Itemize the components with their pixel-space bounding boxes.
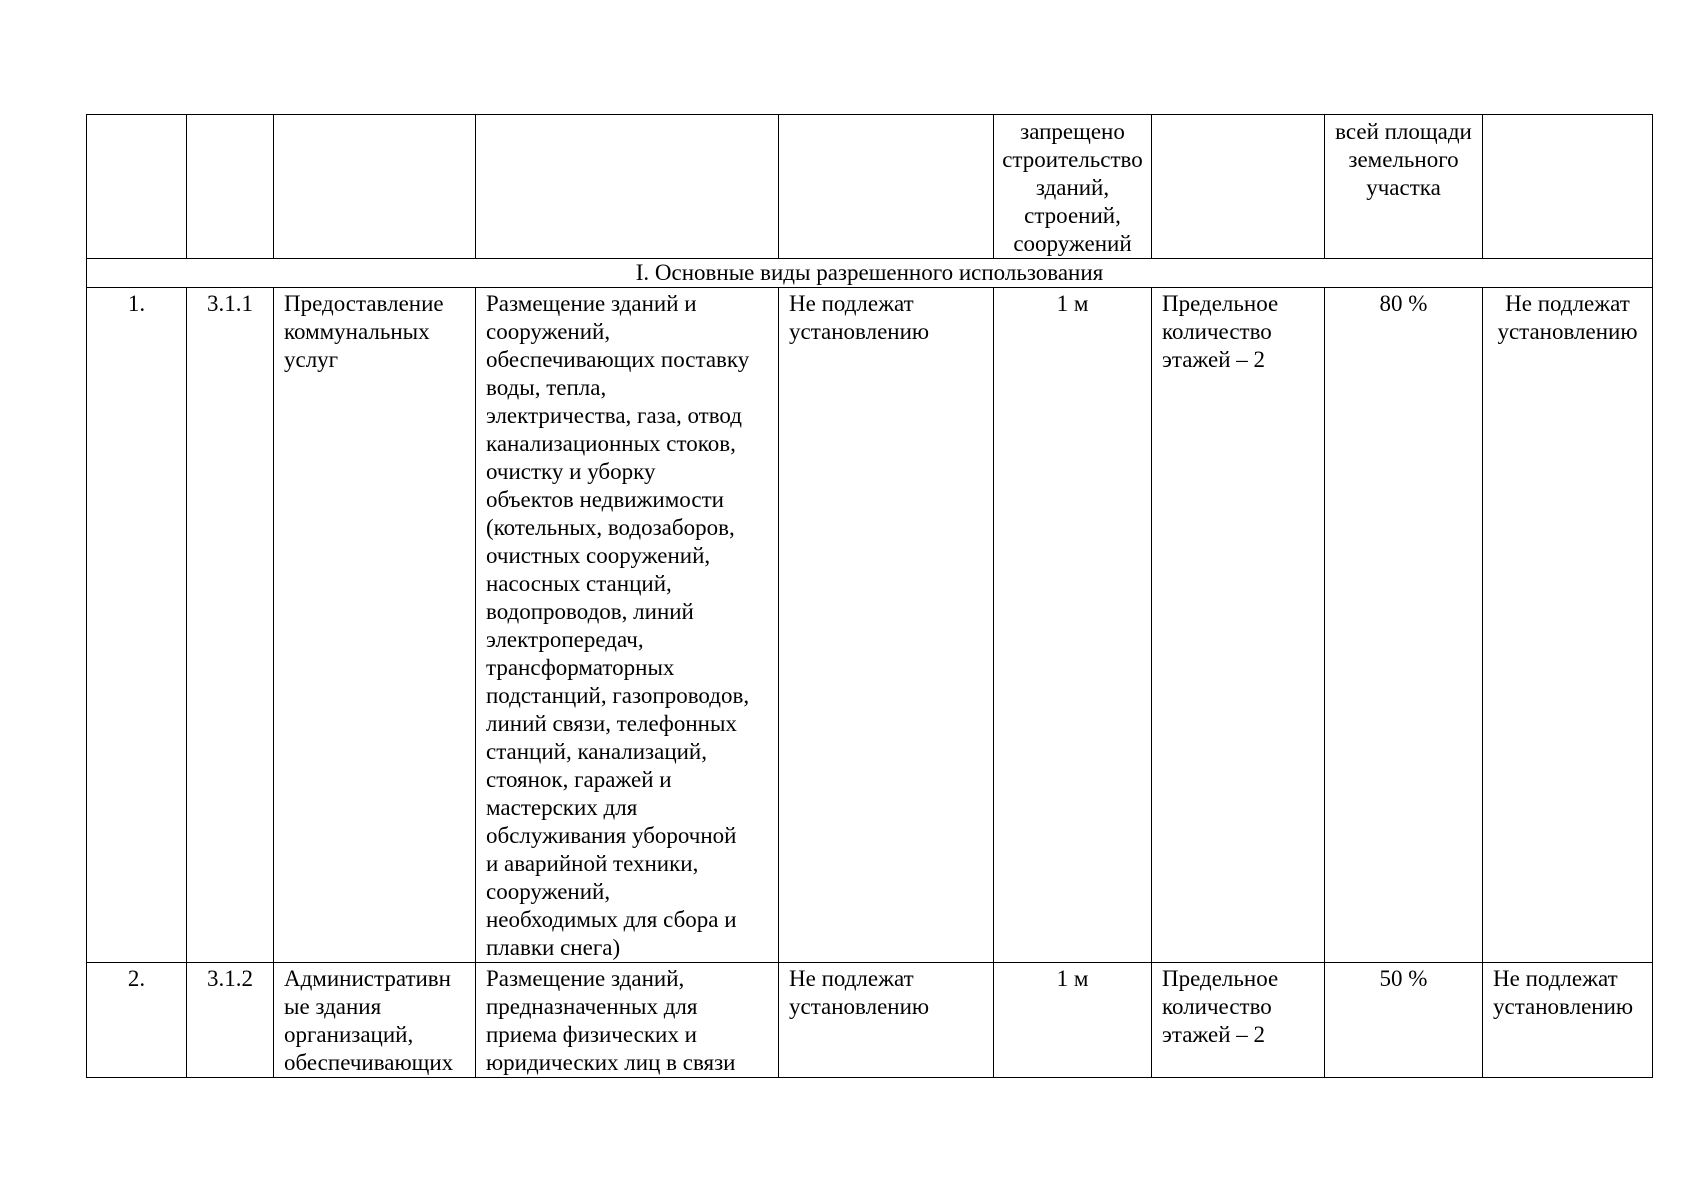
use-description: Размещение зданий, предназначенных для приема физических и юридических лиц в связи [476, 963, 779, 1078]
other-params: Не подлежат установлению [1483, 963, 1653, 1078]
empty-cell [274, 115, 476, 259]
table-row [87, 288, 1653, 963]
setback-header-cont: запрещено строительство зданий, строений, сооружений [994, 115, 1152, 259]
row-number: 2. [87, 963, 187, 1078]
row-number: 1. [87, 288, 187, 963]
empty-cell [779, 115, 994, 259]
section-row [87, 259, 1653, 288]
setback: 1 м [994, 288, 1152, 963]
empty-cell [87, 115, 187, 259]
empty-cell [1483, 115, 1653, 259]
empty-cell [476, 115, 779, 259]
floors-limit: Предельное количество этажей – 2 [1152, 288, 1325, 963]
other-params: Не подлежат установлению [1483, 288, 1653, 963]
floors-limit: Предельное количество этажей – 2 [1152, 963, 1325, 1078]
use-name: Предоставление коммунальных услуг [274, 288, 476, 963]
use-description: Размещение зданий и сооружений, обеспечивающих поставку воды, тепла, электричества, газа, отвод канализационных стоков, очистку и уборку объектов недвижимости (котельных, водозаборов, очистных сооружений, насосных станций, водопроводов, линий электропередач, трансформаторных подстанций, газопроводов, линий связи, телефонных станций, канализаций, стоянок, гаражей и мастерских для обслуживания уборочной и аварийной техники, сооружений, необходимых для сбора и плавки снега) [476, 288, 779, 963]
coverage-header-cont: всей площади земельного участка [1325, 115, 1483, 259]
empty-cell [1152, 115, 1325, 259]
section-title: I. Основные виды разрешенного использования [87, 259, 1653, 288]
plot-size: Не подлежат установлению [779, 963, 994, 1078]
setback: 1 м [994, 963, 1152, 1078]
use-code: 3.1.1 [187, 288, 274, 963]
coverage-percent: 50 % [1325, 963, 1483, 1078]
plot-size: Не подлежат установлению [779, 288, 994, 963]
coverage-percent: 80 % [1325, 288, 1483, 963]
zoning-table [86, 114, 1653, 1078]
empty-cell [187, 115, 274, 259]
use-code: 3.1.2 [187, 963, 274, 1078]
table-row [87, 963, 1653, 1078]
continuation-row [87, 115, 1653, 259]
use-name: Административн ые здания организаций, обеспечивающих [274, 963, 476, 1078]
